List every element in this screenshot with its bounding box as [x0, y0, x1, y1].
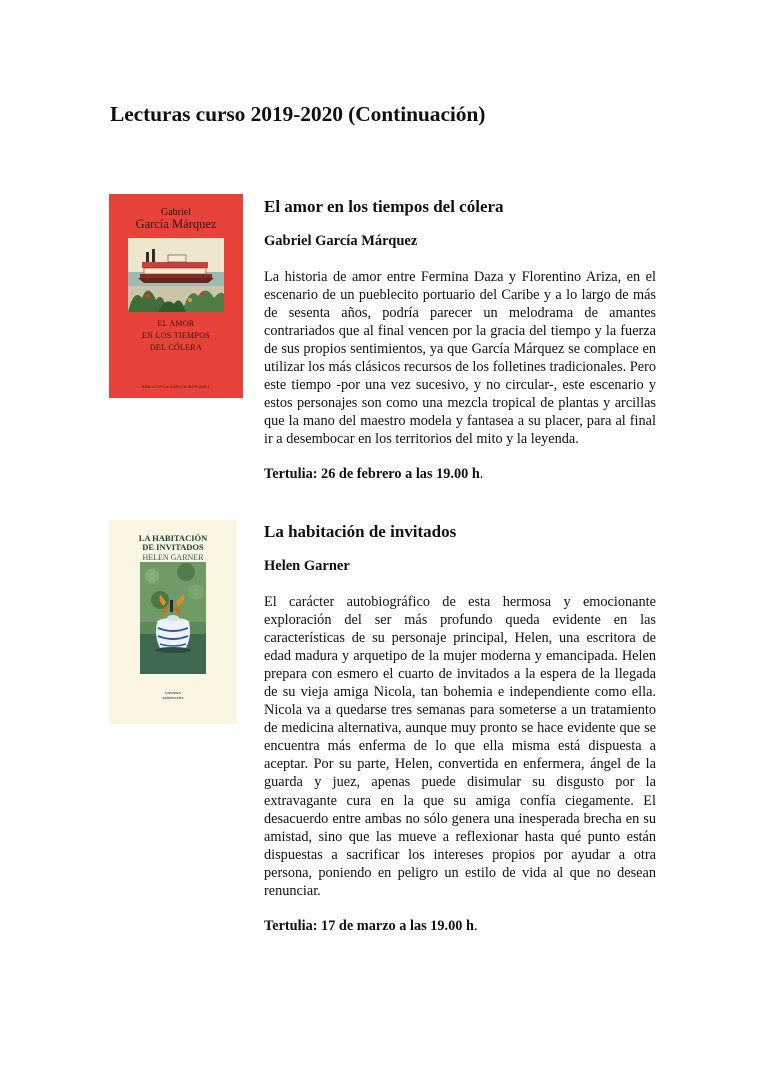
- book-title: El amor en los tiempos del cólera: [264, 197, 504, 216]
- cover-author: HELEN GARNER: [142, 553, 204, 562]
- book-cover-la-habitacion: [109, 520, 237, 724]
- book-title: La habitación de invitados: [264, 522, 457, 541]
- cover-author-line1: Gabriel: [161, 207, 191, 218]
- cover-title-line2: EN LOS TIEMPOS: [141, 331, 211, 340]
- tertulia-date: [264, 466, 656, 483]
- cover-title: [109, 534, 237, 552]
- book-cover-el-amor: [109, 194, 243, 398]
- tertulia-label: Tertulia: 17 de marzo a las 19.00 h: [264, 917, 474, 934]
- cover-illustration-butterfly-jar: [140, 562, 206, 674]
- tertulia-end: .: [479, 466, 484, 483]
- cover-title-line1: EL AMOR: [157, 319, 195, 328]
- book-author: Helen Garner: [264, 558, 350, 574]
- cover-title-line1: LA HABITACIÓN: [138, 533, 208, 543]
- page-title: Lecturas curso 2019-2020 (Continuación): [110, 102, 486, 126]
- book-synopsis: El carácter autobiográfico de esta hermosa y emocionante exploración del ser más profundo queda evidente en las características de su personaje principal, Helen, una escritora de edad madura y arquetipo de la mujer moderna y emancipada. Helen prepara con esmero el cuarto de invitados a la espera de la llegada de su vieja amiga Nicola, tan bohemia e independiente como ella. Nicola va a quedarse tres semanas para someterse a un tratamiento de medicina alternativa, aunque muy pronto se hace evidente que se encuentra más enferma de lo que ella misma está dispuesta a aceptar. Por su parte, Helen, convertida en enfermera, ángel de la guarda y juez, apenas puede disimular su disgusto por la extravagante cura en la que su amiga confía ciegamente. El desacuerdo entre ambas no sólo genera una inesperada brecha en su amistad, sino que las mueve a reflexionar hasta qué punto están dispuestas a sacrificar los intereses propios por ayudar a otra persona, poniendo en peligro un estilo de vida al que no desean renunciar.: [264, 594, 656, 899]
- cover-illustration-steamboat: [128, 238, 224, 312]
- tertulia-date: [264, 918, 656, 935]
- book-author: Gabriel García Márquez: [264, 233, 418, 249]
- cover-author-line2: García Márquez: [135, 217, 217, 231]
- cover-publisher: [109, 690, 237, 700]
- cover-publisher-line1: narrativa: [165, 690, 181, 695]
- cover-title: [109, 318, 243, 354]
- book-synopsis: La historia de amor entre Fermina Daza y Florentino Ariza, en el escenario de un pueblecito portuario del Caribe y a lo largo de más de sesenta años, podría parecer un melodrama de amantes contrariados que al final vencen por la gracia del tiempo y la fuerza de sus propios sentimientos, ya que García Márquez se complace en utilizar los más clásicos recursos de los folletines tradicionales. Pero este tiempo -por una vez sucesivo, y no circular-, este escenario y estos personajes son como una mezcla tropical de plantas y arcillas que la mano del maestro modela y fantasea a su placer, para al final ir a desembocar en los territorios del mito y la leyenda.: [264, 269, 656, 448]
- tertulia-label: Tertulia: 26 de febrero a las 19.00 h: [264, 466, 480, 483]
- tertulia-end: .: [473, 917, 478, 934]
- cover-title-line3: DEL CÓLERA: [149, 343, 203, 352]
- cover-title-line2: DE INVITADOS: [142, 542, 204, 552]
- cover-publisher-line2: salamandra: [162, 695, 184, 700]
- book-text-la-habitacion: [264, 522, 656, 935]
- book-text-el-amor: [264, 197, 656, 483]
- cover-collection: BIBLIOTECA GARCÍA MÁRQUEZ: [141, 384, 211, 389]
